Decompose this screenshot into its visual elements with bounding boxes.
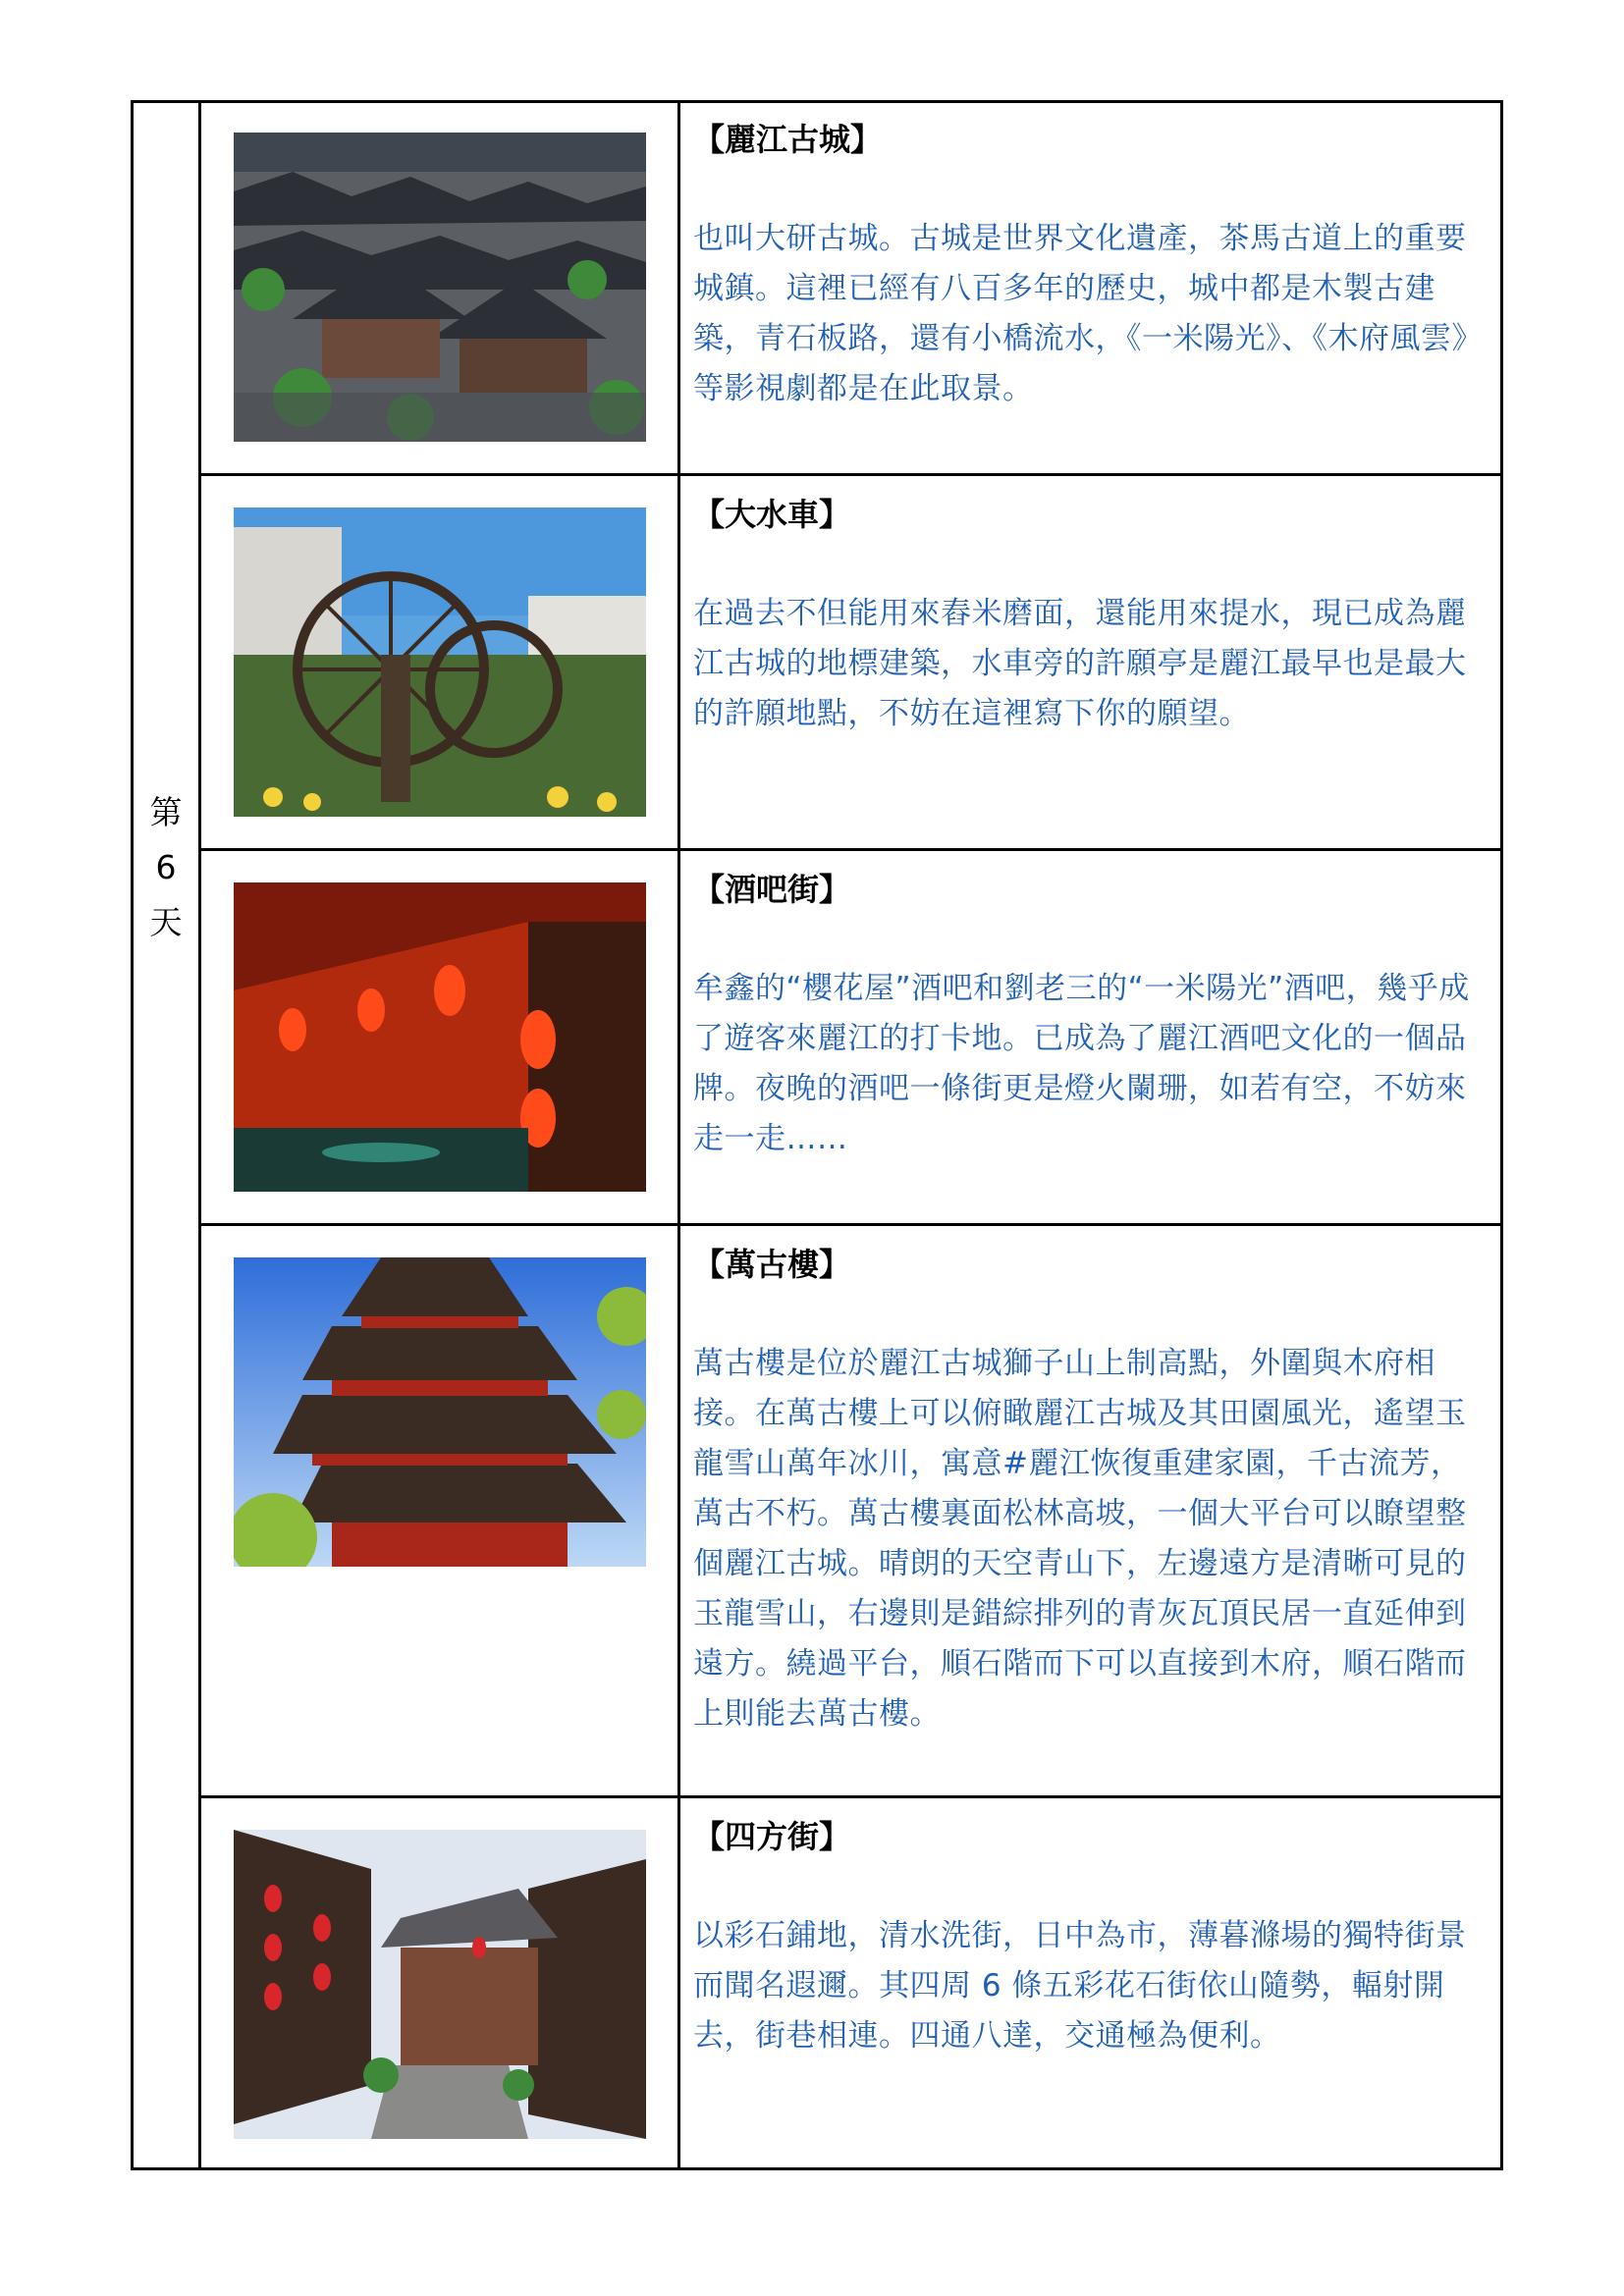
entry-title: 【麗江古城】 bbox=[693, 121, 883, 158]
entry-description: 在過去不但能用來舂米磨面，還能用來提水，現已成為麗江古城的地標建築，水車旁的許願亭是麗江最早也是最大的許願地點，不妨在這裡寫下你的願望。 bbox=[693, 596, 1467, 731]
photo-water-wheel bbox=[234, 507, 646, 817]
row-divider bbox=[198, 848, 1503, 851]
entry-title: 【酒吧街】 bbox=[693, 871, 851, 908]
row-divider bbox=[198, 473, 1503, 476]
photo-wangu-tower bbox=[234, 1257, 646, 1567]
column-divider-photo bbox=[677, 100, 680, 2170]
entry-description: 以彩石鋪地，清水洗街，日中為市，薄暮滌場的獨特街景而聞名遐邇。其四周 6 條五彩花石街依山隨勢，輻射開去，街巷相連。四通八達，交通極為便利。 bbox=[693, 1918, 1467, 2054]
column-divider-day bbox=[198, 100, 201, 2170]
row-divider bbox=[198, 1795, 1503, 1798]
entry-title: 【四方街】 bbox=[693, 1818, 851, 1855]
entry-description: 萬古樓是位於麗江古城獅子山上制高點，外圍與木府相接。在萬古樓上可以俯瞰麗江古城及其田園風光，遙望玉龍雪山萬年冰川，寓意#麗江恢復重建家園，千古流芳，萬古不朽。萬古樓裏面松林高坡，一個大平台可以瞭望整個麗江古城。晴朗的天空青山下，左邊遠方是清晰可見的玉龍雪山，右邊則是錯綜排列的青灰瓦頂民居一直延伸到遠方。繞過平台，順石階而下可以直接到木府，順石階而上則能去萬古樓。 bbox=[693, 1346, 1467, 1732]
photo-bar-street bbox=[234, 882, 646, 1192]
entry-description: 牟鑫的“櫻花屋”酒吧和劉老三的“一米陽光”酒吧，幾乎成了遊客來麗江的打卡地。已成為了麗江酒吧文化的一個品牌。夜晚的酒吧一條街更是燈火闌珊，如若有空，不妨來走一走…… bbox=[693, 971, 1470, 1156]
entry-title: 【萬古樓】 bbox=[693, 1246, 851, 1283]
photo-square-street bbox=[234, 1830, 646, 2139]
entry-description: 也叫大研古城。古城是世界文化遺產，茶馬古道上的重要城鎮。這裡已經有八百多年的歷史，城中都是木製古建築，青石板路，還有小橋流水，《一米陽光》、《木府風雲》等影視劇都是在此取景。 bbox=[693, 221, 1483, 406]
day-label: 第 6 天 bbox=[149, 793, 183, 941]
photo-lijiang-old-town bbox=[234, 133, 646, 442]
row-divider bbox=[198, 1223, 1503, 1226]
entry-title: 【大水車】 bbox=[693, 496, 851, 533]
